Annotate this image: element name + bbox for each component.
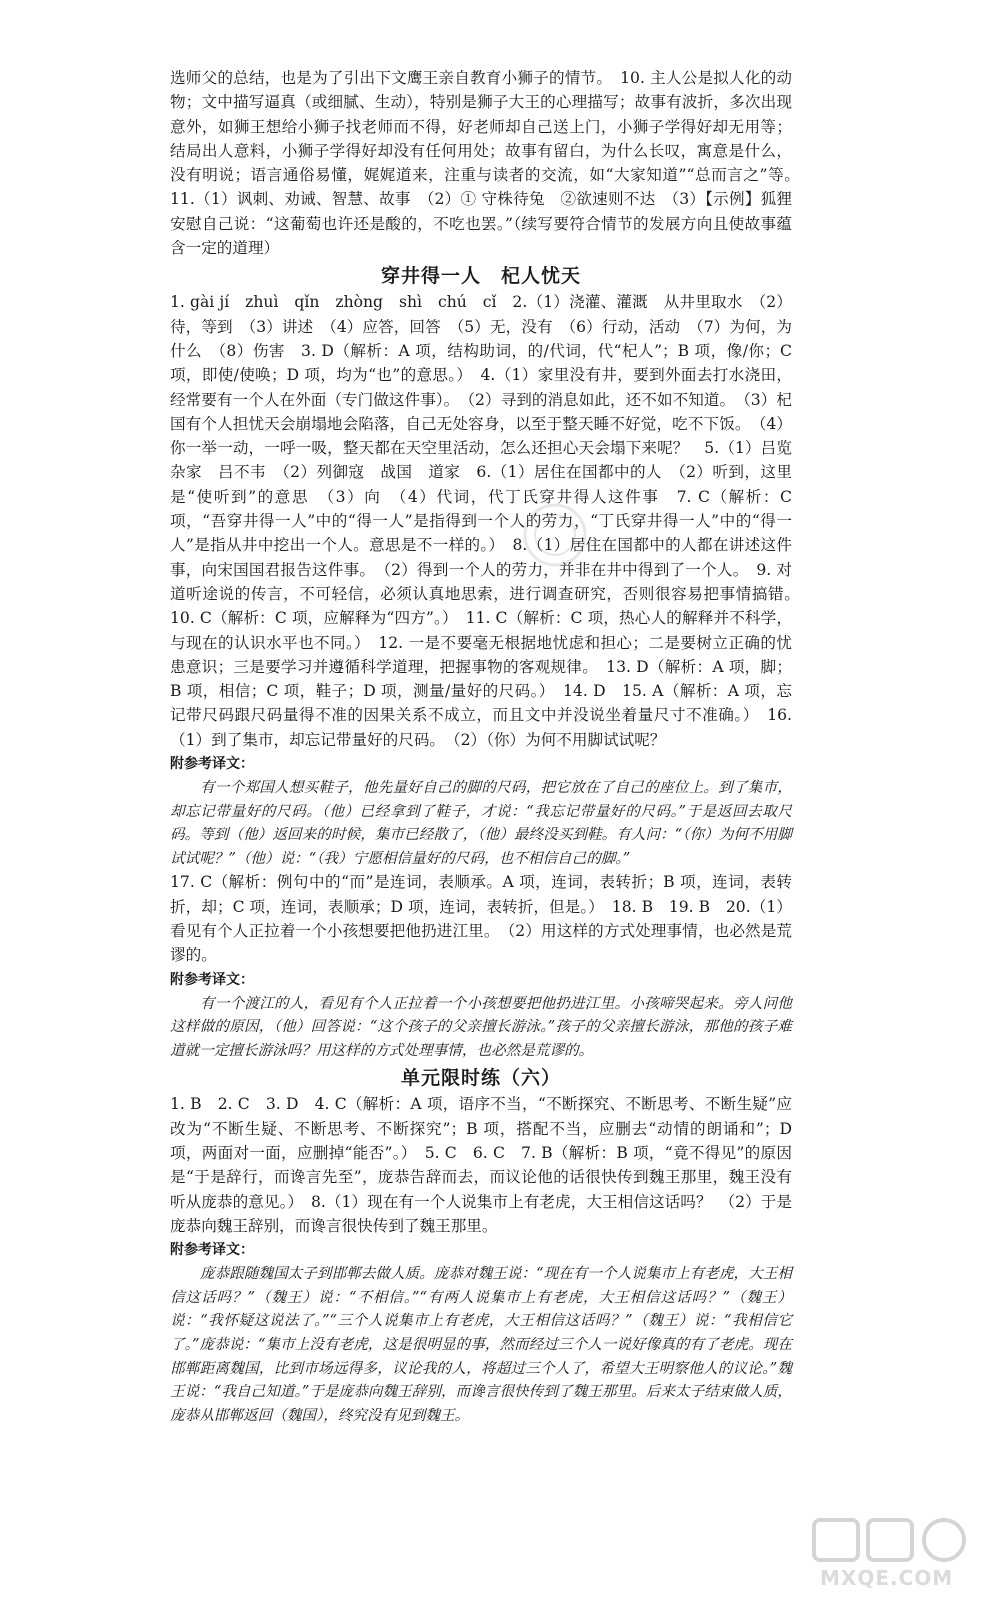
watermark-text: MXQE.COM bbox=[820, 1566, 954, 1590]
section-title-unit-test: 单元限时练（六） bbox=[400, 1067, 561, 1090]
answer-page bbox=[170, 66, 808, 1427]
reference-translation-heading: 附参考译文： bbox=[170, 756, 254, 773]
section-title-chuanjing: 穿井得一人 杞人忧天 bbox=[380, 265, 581, 288]
faint-stamp-mark bbox=[520, 500, 590, 570]
answer-block-17-20: 17. C（解析：例句中的“而”是连词，表顺承。A 项，连词，表转折；B 项，连词，表转折，却；C 项，连词，表顺承；D 项，连词，表转折，但是。） 18. B 19. B 20.（1）看见有个人正拉着一个小孩想要把他扔进江里。 （2）用这样的方式处理事情，也必然是荒谬的。 bbox=[170, 873, 792, 965]
reference-translation-text: 庞恭跟随魏国太子到邯郸去做人质。庞恭对魏王说：“现在有一个人说集市上有老虎，大王相信这话吗？”（魏王）说：“不相信。”“有两人说集市上有老虎，大王相信这话吗？”（魏王）说：“我怀疑这说法了。”“三个人说集市上有老虎，大王相信这话吗？”（魏王）说：“我相信它了。”庞恭说：“集市上没有老虎，这是很明显的事，然而经过三个人一说好像真的有了老虎。现在邯郸距离魏国，比到市场远得多，议论我的人，将超过三个人了，希望大王明察他人的议论。”魏王说：“我自己知道。”于是庞恭向魏王辞别，而谗言很快传到了魏王那里。后来太子结束做人质，庞恭从邯郸返回（魏国），终究没有见到魏王。 bbox=[170, 1265, 792, 1424]
answer-block-unit-test: 1. B 2. C 3. D 4. C（解析：A 项，语序不当，“不断探究、不断思考、不断生疑”应改为“不断生疑、不断思考、不断探究”；B 项，搭配不当，应删去“动情的朗诵和”；D 项，两面对一面，应删掉“能否”。） 5. C 6. C 7. B（解析：B 项，“竟不得见”的原因是“于是辞行，而谗言先至”，庞恭告辞而去，而议论他的话很快传到魏王那里，魏王没有听从庞恭的意见。） 8.（1）现在有一个人说集市上有老虎，大王相信这话吗？ （2）于是庞恭向魏王辞别，而谗言很快传到了魏王那里。 bbox=[170, 1095, 792, 1235]
reference-translation-text: 有一个渡江的人，看见有个人正拉着一个小孩想要把他扔进江里。小孩啼哭起来。旁人问他这样做的原因，（他）回答说：“这个孩子的父亲擅长游泳。”孩子的父亲擅长游泳，那他的孩子难道就一定擅长游泳吗？用这样的方式处理事情，也必然是荒谬的。 bbox=[170, 994, 792, 1059]
reference-translation-heading: 附参考译文： bbox=[170, 1242, 254, 1259]
answer-block-chuanjing: 1. gài jí zhuì qǐn zhòng shì chú cǐ 2.（1）浇灌、灌溉 从井里取水 （2）待，等到 （3）讲述 （4）应答，回答 （5）无，没有 （6）行动，活动 （7）为何，为什么 （8）伤害 3. D（解析：A 项，结构助词，的/代词，代“杞人”；B 项，像/你；C 项，即使/使唤；D 项，均为“也”的意思。） 4.（1）家里没有井，要到外面去打水浇田，经常要有一个人在外面（专门做这件事）。 （2）寻到的消息如此，还不如不知道。 （3）杞国有个人担忧天会崩塌地会陷落，自己无处容身，以至于整天睡不好觉，吃不下饭。 （4）你一举一动，一呼一吸，整天都在天空里活动，怎么还担心天会塌下来呢？ 5.（1）吕览 杂家 吕不韦 （2）列御寇 战国 道家 6.（1）居住在国都中的人 （2）听到，这里是“使听到”的意思 （3）向 （4）代词，代丁氏穿井得人这件事 7. C（解析：C 项，“吾穿井得一人”中的“得一人”是指得到一个人的劳力，“丁氏穿井得一人”中的“得一人”是指从井中挖出一个人。意思是不一样的。） 8.（1）居住在国都中的人都在讲述这件事，向宋国国君报告这件事。 （2）得到一个人的劳力，并非在井中得到了一个人。 9. 对道听途说的传言，不可轻信，必须认真地思索，进行调查研究，否则很容易把事情搞错。 10. C（解析：C 项，应解释为“四方”。） 11. C（解析：C 项，热心人的解释并不科学，与现在的认识水平也不同。） 12. 一是不要毫无根据地忧虑和担心；二是要树立正确的忧患意识；三是要学习并遵循科学道理，把握事物的客观规律。 13. D（解析：A 项，脚；B 项，相信；C 项，鞋子；D 项，测量/量好的尺码。） 14. D 15. A（解析：A 项，忘记带尺码跟尺码量得不准的因果关系不成立，而且文中并没说坐着量尺寸不准确。） 16.（1）到了集市，却忘记带量好的尺码。 （2）（你）为何不用脚试试呢？ bbox=[170, 293, 808, 749]
watermark-logo-icon bbox=[810, 1514, 990, 1566]
answer-block-continued: 选师父的总结，也是为了引出下文鹰王亲自教育小狮子的情节。 10. 主人公是拟人化的动物；文中描写逼真（或细腻、生动），特别是狮子大王的心理描写；故事有波折，多次出现意外，如狮王想给小狮子找老师而不得，好老师却自己送上门，小狮子学得好却无用等；结局出人意料，小狮子学得好却没有任何用处；故事有留白，为什么长叹，寓意是什么，没有明说；语言通俗易懂，娓娓道来，注重与读者的交流，如“大家知道”“总而言之”等。 11.（1）讽刺、劝诫、智慧、故事 （2）① 守株待兔 ②欲速则不达 （3）【示例】狐狸安慰自己说：“这葡萄也许还是酸的，不吃也罢。”（续写要符合情节的发展方向且使故事蕴含一定的道理） bbox=[170, 69, 808, 258]
reference-translation-heading: 附参考译文： bbox=[170, 971, 254, 988]
reference-translation-text: 有一个郑国人想买鞋子，他先量好自己的脚的尺码，把它放在了自己的座位上。到了集市，却忘记带量好的尺码。（他）已经拿到了鞋子，才说：“我忘记带量好的尺码。”于是返回去取尺码。等到（他）返回来的时候，集市已经散了，（他）最终没买到鞋。有人问：“（你）为何不用脚试试呢？”（他）说：“（我）宁愿相信量好的尺码，也不相信自己的脚。” bbox=[170, 779, 792, 867]
site-watermark bbox=[810, 1514, 990, 1592]
